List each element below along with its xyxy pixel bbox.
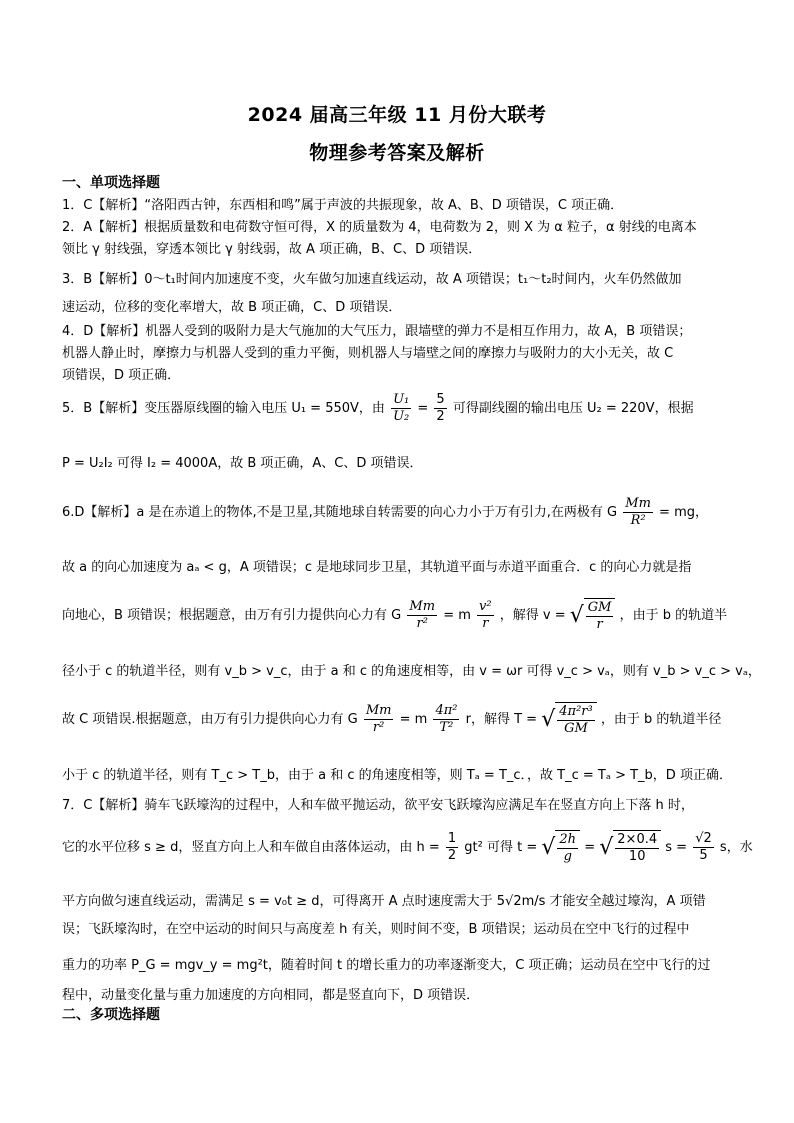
answer-q1: 1．C【解析】“洛阳西古钟，东西相和鸣”属于声波的共振现象，故 A、B、D 项错误，C 项正确． [62, 198, 624, 213]
answer-q2-line1: 2．A【解析】根据质量数和电荷数守恒可得，X 的质量数为 4，电荷数为 2，则 X 为 α 粒子，α 射线的电离本 [62, 220, 697, 235]
document-title: 2024 届高三年级 11 月份大联考 [247, 104, 547, 126]
q7-fraction-result: $\frac{√2}{5}$ [695, 831, 712, 863]
answer-q4-line2: 机器人静止时，摩擦力与机器人受到的重力平衡，则机器人与墙壁之间的摩擦力与吸附力的大小无关，故 C [62, 346, 674, 361]
q5-text-a: 5．B【解析】变压器原线圈的输入电压 U₁ = 550V，由 [62, 401, 385, 416]
q5-fraction-ratio: $\frac{5}{2}$ [436, 392, 445, 424]
answer-q3-line2: 速运动，位移的变化率增大，故 B 项正确，C、D 项错误． [62, 300, 402, 315]
section-multi-choice: 二、多项选择题 [62, 1007, 160, 1023]
answer-q4-line3: 项错误，D 项正确． [62, 368, 181, 383]
answer-q3-line1: 3．B【解析】0～t₁时间内加速度不变，火车做匀加速直线运动，故 A 项错误；t₁～t₂时间内，火车仍然做加 [62, 272, 682, 287]
answer-q6-line5: 故 C 项错误.根据题意，由万有引力提供向心力有 G $\frac{Mm}{\text{r²}}$ = m $\frac{\text{4π²}}{\text{T²}}$ r，解得 T = √ $\frac{\text{4π²r³}}{GM}$ ，由于 b 的轨道半径 [62, 703, 722, 736]
answer-q5-line2: P = U₂I₂ 可得 I₂ = 4000A，故 B 项正确，A、C、D 项错误． [62, 456, 423, 471]
q6-fraction-gravity-r: $\frac{Mm}{\text{r²}}$ [409, 599, 436, 631]
q6-fraction-centripetal: $\frac{\text{v²}}{r}$ [479, 599, 492, 631]
answer-q7-line4: 误；飞跃壕沟时，在空中运动的时间只与高度差 h 有关，则时间不变，B 项错误；运动员在空中飞行的过程中 [62, 922, 690, 937]
q6-fraction-period: $\frac{\text{4π²}}{\text{T²}}$ [435, 703, 458, 735]
q6-fraction-gravity: $\frac{Mm}{\text{R²}}$ [625, 496, 651, 528]
q7-fraction-half: $\frac{1}{2}$ [447, 831, 457, 863]
answer-q4-line1: 4．D【解析】机器人受到的吸附力是大气施加的大气压力，跟墙壁的弹力不是相互作用力，故 A，B 项错误； [62, 324, 692, 339]
answer-q5-line1: 5．B【解析】变压器原线圈的输入电压 U₁ = 550V，由 $\frac{\text{U₁}}{\text{U₂}}$ = $\frac{5}{2}$ 可得副线圈的输出电压 U₂ = 220V，根据 [62, 392, 694, 424]
answer-q6-line1: 6.D【解析】a 是在赤道上的物体,不是卫星,其随地球自转需要的向心力小于万有引力,在两极有 G $\frac{Mm}{\text{R²}}$ = mg， [62, 496, 708, 528]
q5-fraction-u: $\frac{\text{U₁}}{\text{U₂}}$ [393, 392, 410, 424]
q7-sqrt-numeric: √ $\frac{2\times 0.4}{10}$ [599, 830, 661, 865]
q6-sqrt-period: √ $\frac{\text{4π²r³}}{GM}$ [541, 702, 596, 737]
section-single-choice: 一、单项选择题 [62, 175, 160, 191]
answer-q6-line3: 向地心，B 项错误；根据题意，由万有引力提供向心力有 G $\frac{Mm}{\text{r²}}$ = m $\frac{\text{v²}}{r}$ ，解得 v = √ $\frac{GM}{r}$ ，由于 b 的轨道半 [62, 599, 728, 632]
q6-sqrt-velocity: √ $\frac{GM}{r}$ [570, 598, 616, 633]
answer-q6-line6: 小于 c 的轨道半径，则有 T_c > T_b，由于 a 和 c 的角速度相等，则 Tₐ = T_c．，故 T_c = Tₐ > T_b，D 项正确． [62, 768, 732, 783]
q6-fraction-gravity-2: $\frac{Mm}{\text{r²}}$ [365, 703, 392, 735]
answer-q7-line5: 重力的功率 P_G = mgv_y = mg²t，随着时间 t 的增长重力的功率逐渐变大，C 项正确；运动员在空中飞行的过 [62, 958, 711, 973]
answer-q2-line2: 领比 γ 射线强，穿透本领比 γ 射线弱，故 A 项正确，B、C、D 项错误． [62, 242, 482, 257]
answer-q7-line1: 7．C【解析】骑车飞跃壕沟的过程中，人和车做平抛运动，欲平安飞跃壕沟应满足车在竖直方向上下落 h 时， [62, 798, 694, 813]
q5-text-b: 可得副线圈的输出电压 U₂ = 220V，根据 [452, 401, 694, 416]
document-subtitle: 物理参考答案及解析 [309, 142, 485, 164]
answer-q7-line3: 平方向做匀速直线运动，需满足 s = v₀t ≥ d，可得离开 A 点时速度需大于 5√2m/s 才能安全越过壕沟，A 项错 [62, 894, 706, 909]
answer-q6-line2: 故 a 的向心加速度为 aₐ < g，A 项错误；c 是地球同步卫星，其轨道平面与赤道平面重合．c 的向心力就是指 [62, 560, 692, 575]
q7-sqrt-time: √ $\frac{2h}{g}$ [541, 830, 580, 865]
answer-q7-line2: 它的水平位移 s ≥ d，竖直方向上人和车做自由落体运动，由 h = $\frac{1}{2}$ gt² 可得 t = √ $\frac{2h}{g}$ = √ $\frac{2\times 0.4}{10}$ s = $\frac{√2}{5}$ s，水 [62, 831, 753, 864]
answer-q6-line4: 径小于 c 的轨道半径，则有 v_b > v_c，由于 a 和 c 的角速度相等，由 v = ωr 可得 v_c > vₐ，则有 v_b > v_c > vₐ， [62, 664, 761, 679]
answer-q7-line6: 程中，动量变化量与重力加速度的方向相同，都是竖直向下，D 项错误． [62, 988, 480, 1003]
